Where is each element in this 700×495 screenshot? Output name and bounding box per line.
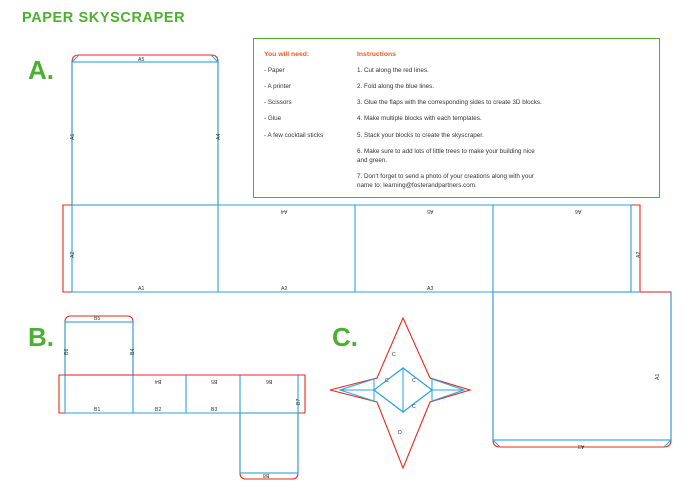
label-a3: A3 bbox=[427, 286, 434, 292]
label-a5: A5 bbox=[138, 57, 145, 63]
material-item: - A few cocktail sticks bbox=[264, 131, 324, 139]
label-a1-right: A1 bbox=[655, 373, 661, 380]
instruction-item: 3. Glue the flaps with the corresponding sides to create 3D blocks. bbox=[357, 99, 542, 107]
net-a-right-square bbox=[493, 292, 671, 447]
label-b2: B2 bbox=[155, 407, 162, 413]
label-c-2: C bbox=[412, 378, 416, 384]
label-b5: B5 bbox=[94, 316, 101, 322]
instruction-item: 7. Don't forget to send a photo of your creations along with your name to: learning@fosterandpartners.com. bbox=[357, 172, 534, 189]
instruction-item: 1. Cut along the red lines. bbox=[357, 67, 429, 74]
instruction-item: 2. Fold along the blue lines. bbox=[357, 83, 435, 91]
material-item: - Glue bbox=[264, 115, 282, 123]
label-a6: A6 bbox=[70, 133, 76, 140]
label-a2-right: A2 bbox=[636, 251, 642, 258]
net-b-bottom-square bbox=[240, 413, 298, 479]
label-b8: B8 bbox=[263, 472, 270, 478]
label-c-3: C bbox=[385, 378, 389, 384]
material-item: - Paper bbox=[264, 67, 285, 74]
label-b6-strip: B6 bbox=[266, 378, 273, 384]
label-c-4: C bbox=[412, 404, 416, 410]
section-letter-b: B. bbox=[28, 322, 54, 352]
instruction-item: 5. Stack your blocks to create the skyscraper. bbox=[357, 131, 484, 139]
net-a-band bbox=[63, 205, 640, 292]
label-a2-left: A2 bbox=[70, 251, 76, 258]
label-a4-strip: A4 bbox=[281, 208, 288, 214]
label-a2: A2 bbox=[281, 286, 288, 292]
net-b-top-square bbox=[65, 316, 133, 375]
label-a3-right: A3 bbox=[578, 443, 585, 449]
materials-heading: You will need: bbox=[264, 51, 310, 58]
label-b3: B3 bbox=[211, 407, 218, 413]
label-b4: B4 bbox=[130, 348, 136, 355]
label-a1: A1 bbox=[138, 286, 145, 292]
material-item: - A printer bbox=[264, 83, 291, 91]
label-a5-strip: A5 bbox=[427, 208, 434, 214]
label-b7: B7 bbox=[296, 398, 302, 405]
label-b5-strip: B5 bbox=[211, 378, 218, 384]
section-letter-a: A. bbox=[28, 55, 54, 85]
label-b4-strip: B4 bbox=[155, 378, 162, 384]
instructions-heading: Instructions bbox=[357, 51, 396, 58]
label-a4: A4 bbox=[216, 133, 222, 140]
section-letter-c: C. bbox=[332, 322, 358, 352]
label-b6: B6 bbox=[64, 348, 70, 355]
label-b1: B1 bbox=[94, 407, 101, 413]
label-c-1: C bbox=[392, 352, 396, 358]
net-a-top-square bbox=[72, 55, 218, 205]
instruction-item: 4. Make multiple blocks with each templates. bbox=[357, 115, 482, 123]
label-c-d: D bbox=[398, 430, 402, 436]
page-title: PAPER SKYSCRAPER bbox=[22, 10, 186, 26]
net-c-star bbox=[330, 318, 470, 468]
material-item: - Scissors bbox=[264, 99, 292, 107]
label-a6-strip: A6 bbox=[575, 208, 582, 214]
instruction-item: 6. Make sure to add lots of little trees to make your building nice and green. bbox=[357, 147, 535, 164]
